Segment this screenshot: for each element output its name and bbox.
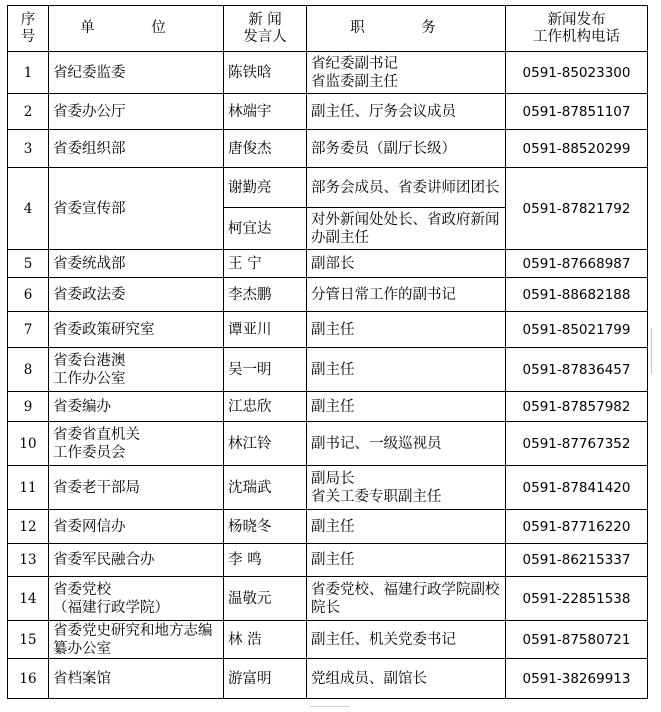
row-unit: 省委宣传部 (49, 168, 224, 250)
row-phone: 0591-87580721 (506, 621, 648, 659)
table-row (8, 577, 648, 621)
table-row (8, 544, 648, 577)
row-seq: 11 (8, 466, 49, 510)
row-unit: 省委军民融合办 (49, 544, 224, 577)
row-seq: 2 (8, 94, 49, 130)
row-seq: 6 (8, 278, 49, 312)
row-speaker: 王 宁 (224, 250, 307, 278)
row-seq: 7 (8, 312, 49, 348)
row-phone: 0591-87857982 (506, 392, 648, 422)
table-row (8, 510, 648, 544)
row-position: 副主任 (307, 510, 506, 544)
row-phone: 0591-87836457 (506, 348, 648, 392)
spokesperson-table (7, 5, 648, 699)
table-row (8, 94, 648, 130)
row-position: 副主任 (307, 348, 506, 392)
row-seq: 4 (8, 168, 49, 250)
row-speaker: 唐俊杰 (224, 130, 307, 168)
row-phone: 0591-88520299 (506, 130, 648, 168)
row-speaker: 吴一明 (224, 348, 307, 392)
row-phone: 0591-87668987 (506, 250, 648, 278)
table-row (8, 52, 648, 94)
row-phone: 0591-86215337 (506, 544, 648, 577)
row-speaker: 温敬元 (224, 577, 307, 621)
row-position: 副主任 (307, 392, 506, 422)
row-speaker: 游富明 (224, 659, 307, 699)
row-seq: 10 (8, 422, 49, 466)
row-seq: 12 (8, 510, 49, 544)
row-unit: 省档案馆 (49, 659, 224, 699)
table-row (8, 348, 648, 392)
row-position: 部务会成员、省委讲师团团长 (307, 168, 506, 208)
row-speaker: 沈瑞武 (224, 466, 307, 510)
row-speaker: 李杰鹏 (224, 278, 307, 312)
row-phone: 0591-87821792 (506, 168, 648, 250)
row-speaker: 陈铁晗 (224, 52, 307, 94)
row-unit: 省委党史研究和地方志编纂办公室 (49, 621, 224, 659)
row-unit: 省委老干部局 (49, 466, 224, 510)
table-row (8, 130, 648, 168)
row-position: 副主任、厅务会议成员 (307, 94, 506, 130)
row-unit: 省委网信办 (49, 510, 224, 544)
table-row (8, 168, 648, 208)
row-speaker: 林江铃 (224, 422, 307, 466)
row-speaker: 杨晓冬 (224, 510, 307, 544)
table-row (8, 422, 648, 466)
row-position: 分管日常工作的副书记 (307, 278, 506, 312)
table-row (8, 621, 648, 659)
row-seq: 9 (8, 392, 49, 422)
table-row (8, 392, 648, 422)
row-unit: 省委省直机关 工作委员会 (49, 422, 224, 466)
table-row (8, 278, 648, 312)
header-row (8, 6, 648, 52)
row-phone: 0591-88682188 (506, 278, 648, 312)
row-position: 副主任、机关党委书记 (307, 621, 506, 659)
row-position: 副部长 (307, 250, 506, 278)
row-unit: 省委政法委 (49, 278, 224, 312)
row-position: 对外新闻处处长、省政府新闻办副主任 (307, 208, 506, 250)
row-speaker: 江忠欣 (224, 392, 307, 422)
row-speaker: 林 浩 (224, 621, 307, 659)
row-unit: 省委党校 （福建行政学院） (49, 577, 224, 621)
table-body (8, 52, 648, 699)
row-position: 副书记、一级巡视员 (307, 422, 506, 466)
row-unit: 省委组织部 (49, 130, 224, 168)
row-seq: 1 (8, 52, 49, 94)
row-unit: 省委政策研究室 (49, 312, 224, 348)
row-seq: 3 (8, 130, 49, 168)
row-phone: 0591-22851538 (506, 577, 648, 621)
row-phone: 0591-87716220 (506, 510, 648, 544)
row-phone: 0591-85021799 (506, 312, 648, 348)
table-row (8, 312, 648, 348)
row-unit: 省委统战部 (49, 250, 224, 278)
row-seq: 15 (8, 621, 49, 659)
row-phone: 0591-87851107 (506, 94, 648, 130)
row-seq: 5 (8, 250, 49, 278)
row-seq: 8 (8, 348, 49, 392)
row-seq: 13 (8, 544, 49, 577)
header-phone: 新闻发布 工作机构电话 (506, 6, 648, 52)
row-position: 党组成员、副馆长 (307, 659, 506, 699)
row-phone: 0591-87767352 (506, 422, 648, 466)
row-position: 部务委员（副厅长级） (307, 130, 506, 168)
row-speaker: 谢勤亮 (224, 168, 307, 208)
row-unit: 省委编办 (49, 392, 224, 422)
row-phone: 0591-85023300 (506, 52, 648, 94)
row-position: 副主任 (307, 312, 506, 348)
row-speaker: 李 鸣 (224, 544, 307, 577)
row-unit: 省纪委监委 (49, 52, 224, 94)
row-seq: 14 (8, 577, 49, 621)
table-row (8, 659, 648, 699)
row-phone: 0591-87841420 (506, 466, 648, 510)
header-position: 职 务 (307, 6, 506, 52)
row-unit: 省委办公厅 (49, 94, 224, 130)
row-phone: 0591-38269913 (506, 659, 648, 699)
row-position: 省纪委副书记 省监委副主任 (307, 52, 506, 94)
table-row (8, 466, 648, 510)
row-position: 副主任 (307, 544, 506, 577)
row-seq: 16 (8, 659, 49, 699)
table-row (8, 250, 648, 278)
row-position: 副局长 省关工委专职副主任 (307, 466, 506, 510)
row-position: 省委党校、福建行政学院副校院长 (307, 577, 506, 621)
header-speaker: 新 闻 发言人 (224, 6, 307, 52)
header-seq: 序 号 (8, 6, 49, 52)
row-speaker: 林端宇 (224, 94, 307, 130)
row-unit: 省委台港澳 工作办公室 (49, 348, 224, 392)
row-speaker: 谭亚川 (224, 312, 307, 348)
header-unit: 单 位 (49, 6, 224, 52)
page-bottom-mark (310, 706, 350, 712)
page-edge-mark (651, 328, 658, 374)
row-speaker: 柯宜达 (224, 208, 307, 250)
